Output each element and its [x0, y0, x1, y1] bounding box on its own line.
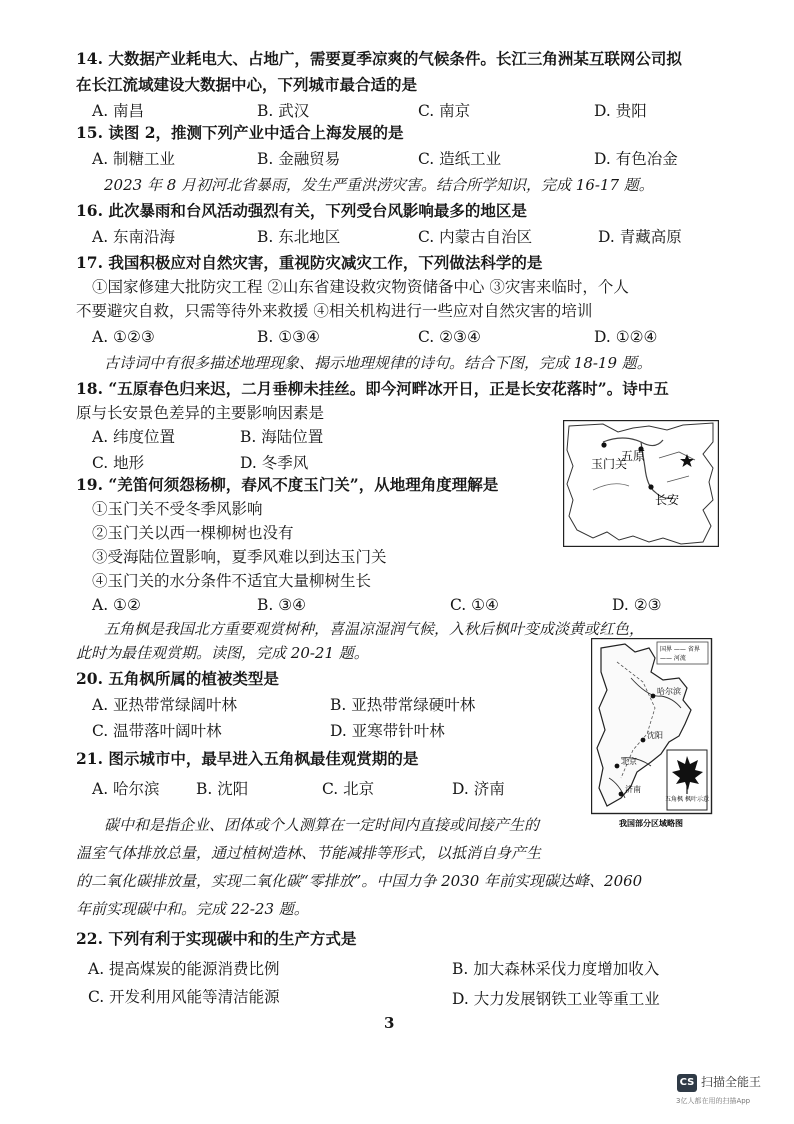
map2-label-shenyang: 沈阳 — [647, 731, 663, 740]
q18-line2: 原与长安景色差异的主要影响因素是 — [76, 404, 325, 422]
q19-item-4: ④玉门关的水分条件不适宜大量柳树生长 — [92, 572, 372, 590]
q19-option-b: B. ③④ — [257, 596, 307, 614]
map1-label-wuyuan: 五原 — [621, 449, 646, 463]
q14-option-a: A. 南昌 — [92, 102, 145, 120]
q14-line2: 在长江流域建设大数据中心，下列城市最合适的是 — [76, 75, 418, 94]
legend-border: 国界 —— 省界 — [660, 646, 700, 653]
intro-22-23-line3: 的二氧化碳排放量，实现二氧化碳“零排放”。中国力争 2030 年前实现碳达峰、2060 — [76, 872, 643, 890]
q18-option-b: B. 海陆位置 — [240, 428, 324, 446]
q15-line1: 15. 读图 2，推测下列产业中适合上海发展的是 — [76, 123, 404, 142]
q16-option-a: A. 东南沿海 — [92, 228, 176, 246]
q21-option-c: C. 北京 — [322, 780, 375, 798]
q22-option-a: A. 提高煤炭的能源消费比例 — [88, 960, 280, 978]
q17-option-a: A. ①②③ — [92, 328, 155, 346]
q20-option-a: A. 亚热带常绿阔叶林 — [92, 696, 238, 714]
q14-option-d: D. 贵阳 — [594, 102, 647, 120]
q20-line1: 20. 五角枫所属的植被类型是 — [76, 669, 279, 688]
q18-option-a: A. 纬度位置 — [92, 428, 176, 446]
q19-item-3: ③受海陆位置影响，夏季风难以到达玉门关 — [92, 548, 387, 566]
q14-option-b: B. 武汉 — [257, 102, 310, 120]
poem-map-figure — [563, 420, 719, 547]
q18-option-d: D. 冬季风 — [240, 454, 309, 472]
map1-label-changan: 长安 — [655, 493, 680, 507]
q21-option-d: D. 济南 — [452, 780, 505, 798]
q20-option-b: B. 亚热带常绿硬叶林 — [330, 696, 476, 714]
q22-line1: 22. 下列有利于实现碳中和的生产方式是 — [76, 929, 357, 948]
q16-option-b: B. 东北地区 — [257, 228, 341, 246]
q16-option-c: C. 内蒙古自治区 — [418, 228, 533, 246]
q17-line2: ①国家修建大批防灾工程 ②山东省建设救灾物资储备中心 ③灾害来临时，个人 — [92, 278, 629, 296]
q19-option-d: D. ②③ — [612, 596, 662, 614]
q19-item-1: ①玉门关不受冬季风影响 — [92, 500, 263, 518]
q19-option-a: A. ①② — [92, 596, 141, 614]
map2-caption: 我国部分区域略图 — [619, 819, 683, 828]
maple-region-map-figure — [591, 638, 721, 830]
intro-22-23-line2: 温室气体排放总量，通过植树造林、节能减排等形式，以抵消自身产生 — [76, 844, 542, 862]
maple-region-map — [591, 638, 721, 830]
map2-label-jinan: 济南 — [625, 785, 641, 794]
legend-river: —— 河流 — [660, 655, 686, 662]
intro-20-21-line1: 五角枫是我国北方重要观赏树种，喜温凉湿润气候，入秋后枫叶变成淡黄或红色， — [104, 620, 645, 638]
inset-caption: 五角枫 枫叶示意 — [665, 796, 709, 803]
q16-line1: 16. 此次暴雨和台风活动强烈有关，下列受台风影响最多的地区是 — [76, 201, 527, 220]
map2-label-harbin: 哈尔滨 — [657, 687, 681, 696]
intro-20-21-line2: 此时为最佳观赏期。读图，完成 20-21 题。 — [76, 644, 369, 662]
intro-18-19: 古诗词中有很多描述地理现象、揭示地理规律的诗句。结合下图，完成 18-19 题。 — [104, 354, 652, 372]
q14-line1: 14. 大数据产业耗电大、占地广，需要夏季凉爽的气候条件。长江三角洲某互联网公司拟 — [76, 49, 682, 68]
q15-option-d: D. 有色冶金 — [594, 150, 678, 168]
q21-option-a: A. 哈尔滨 — [92, 780, 160, 798]
yumenguan-dot — [601, 442, 606, 447]
q22-option-b: B. 加大森林采伐力度增加收入 — [452, 960, 660, 978]
beijing-dot — [615, 764, 620, 769]
q20-option-c: C. 温带落叶阔叶林 — [92, 722, 222, 740]
q20-option-d: D. 亚寒带针叶林 — [330, 722, 445, 740]
q22-option-d: D. 大力发展钢铁工业等重工业 — [452, 990, 660, 1008]
page-number: 3 — [384, 1014, 395, 1032]
jinan-dot — [619, 792, 624, 797]
q17-option-c: C. ②③④ — [418, 328, 481, 346]
q21-option-b: B. 沈阳 — [196, 780, 249, 798]
q17-line1: 17. 我国积极应对自然灾害，重视防灾减灾工作，下列做法科学的是 — [76, 253, 543, 272]
q21-line1: 21. 图示城市中，最早进入五角枫最佳观赏期的是 — [76, 749, 419, 768]
q15-option-b: B. 金融贸易 — [257, 150, 341, 168]
scanner-logo: CS — [677, 1074, 697, 1092]
shenyang-dot — [641, 738, 646, 743]
scanner-name: 扫描全能王 — [701, 1075, 762, 1089]
scanner-tagline: 3亿人都在用的扫描App — [676, 1097, 751, 1105]
intro-22-23-line4: 年前实现碳中和。完成 22-23 题。 — [76, 900, 309, 918]
q15-option-a: A. 制糖工业 — [92, 150, 176, 168]
q17-line3: 不要避灾自救，只需等待外来救援 ④相关机构进行一些应对自然灾害的培训 — [76, 302, 593, 320]
map1-label-yumenguan: 玉门关 — [591, 457, 628, 471]
changan-dot — [648, 484, 653, 489]
q18-line1: 18. “五原春色归来迟，二月垂柳未挂丝。即今河畔冰开日，正是长安花落时”。诗中五 — [76, 379, 669, 398]
q19-line1: 19. “羌笛何须怨杨柳，春风不度玉门关”，从地理角度理解是 — [76, 475, 499, 494]
q15-option-c: C. 造纸工业 — [418, 150, 502, 168]
q18-option-c: C. 地形 — [92, 454, 145, 472]
intro-16-17: 2023 年 8 月初河北省暴雨，发生严重洪涝灾害。结合所学知识，完成 16-17 题。 — [104, 176, 654, 194]
q17-option-d: D. ①②④ — [594, 328, 658, 346]
poem-map — [563, 420, 719, 547]
q19-item-2: ②玉门关以西一棵柳树也没有 — [92, 524, 294, 542]
q22-option-c: C. 开发利用风能等清洁能源 — [88, 988, 280, 1006]
map2-label-beijing: 北京 — [621, 757, 637, 766]
intro-22-23-line1: 碳中和是指企业、团体或个人测算在一定时间内直接或间接产生的 — [104, 816, 540, 834]
q19-option-c: C. ①④ — [450, 596, 499, 614]
q14-option-c: C. 南京 — [418, 102, 471, 120]
harbin-dot — [651, 694, 656, 699]
q16-option-d: D. 青藏高原 — [598, 228, 682, 246]
q17-option-b: B. ①③④ — [257, 328, 320, 346]
